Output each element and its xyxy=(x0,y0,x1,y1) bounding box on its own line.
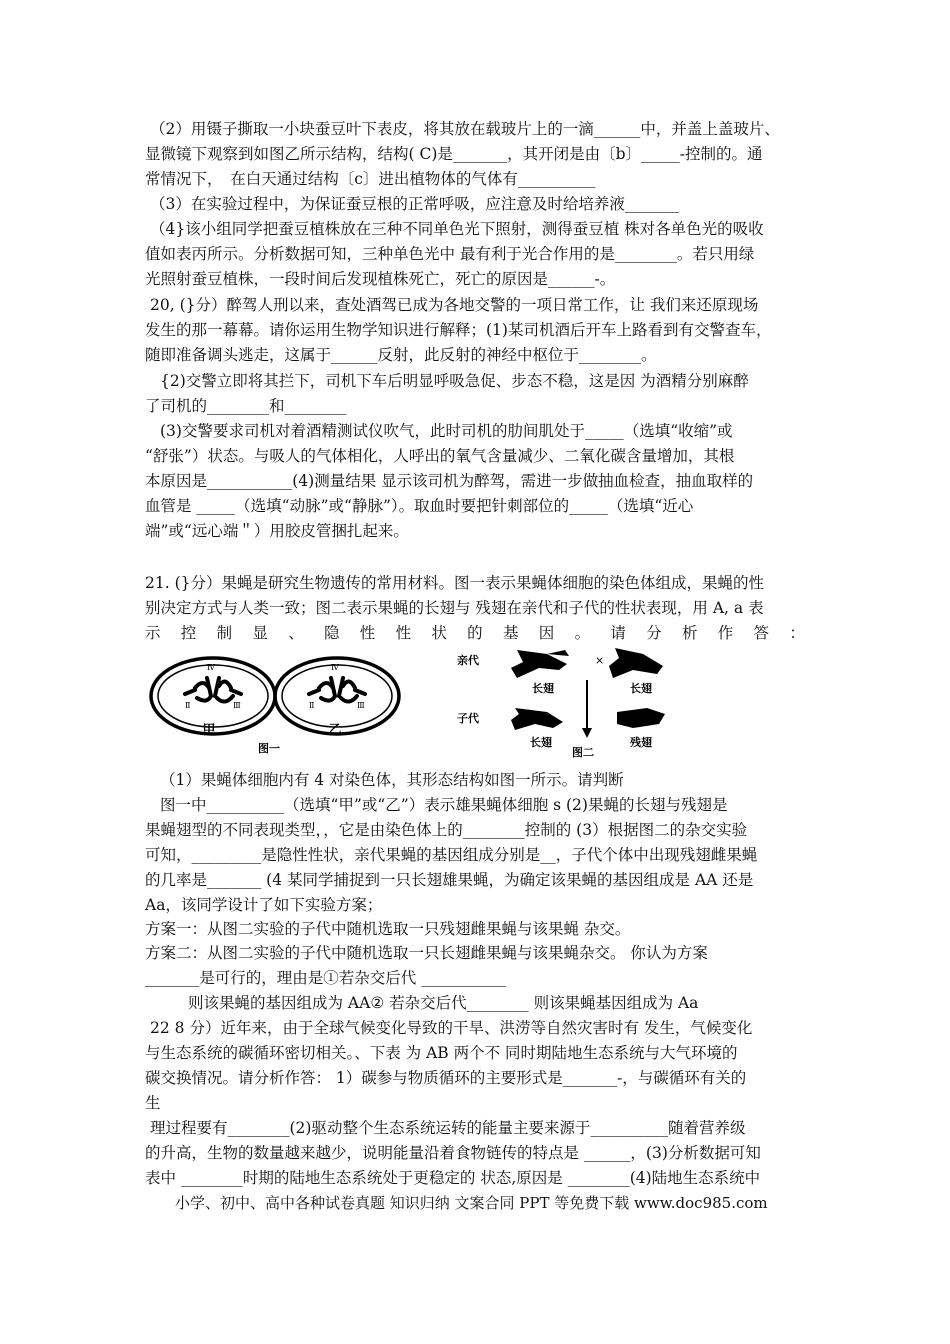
text-line: 果蝇翅型的不同表现类型，，它是由染色体上的________控制的 (3）根据图二的杂交实验 xyxy=(145,821,748,839)
justified-char: 状 xyxy=(431,624,447,642)
text-line: 随即准备调头逃走，这属于______反射，此反射的神经中枢位于________。 xyxy=(145,346,657,364)
fly-icon xyxy=(617,708,665,728)
page-footer: 小学、初中、高中各种试卷真题 知识归纳 文案合同 PPT 等免费下载 www.doc985.com xyxy=(175,1194,768,1212)
justified-char: 显 xyxy=(252,624,268,642)
roman-label-top: Ⅳ xyxy=(331,663,339,672)
text-line: 的升高，生物的数量越来越少，说明能量沿着食物链传的特点是 ______，(3)分析数据可知 xyxy=(145,1144,761,1162)
text-line: 理过程要有________(2)驱动整个生态系统运转的能量主要来源于__________随着营养级 xyxy=(150,1119,746,1137)
text-line: (3)交警要求司机对着酒精测试仪吹气，此时司机的肋间肌处于_____（选填“收缩”或 xyxy=(160,422,733,440)
roman-label-right: Ⅲ xyxy=(357,701,365,710)
parent-generation-label: 亲代 xyxy=(457,654,479,667)
text-line: “舒张”）状态。与吸人的气体相化，人呼出的氧气含量减少、二氧化碳含量增加，其根 xyxy=(145,447,735,465)
text-line: Aa，该同学设计了如下实验方案； xyxy=(145,896,383,914)
cell-yi-label: 乙 xyxy=(328,723,342,738)
offspring-right-label: 残翅 xyxy=(630,736,652,749)
figure-one-caption: 图一 xyxy=(258,742,280,755)
text-line: _______是可行的，理由是①若杂交后代 ___________ xyxy=(145,969,507,987)
text-line: 方案二：从图二实验的子代中随机选取一只长翅雌果蝇与该果蝇杂交。 你认为方案 xyxy=(145,944,708,962)
fly-icon xyxy=(511,650,569,678)
figure-two-caption: 图二 xyxy=(572,746,594,758)
justified-char: 请 xyxy=(610,624,626,642)
offspring-left-label: 长翅 xyxy=(530,736,552,749)
cell-yi xyxy=(275,658,399,738)
text-line: （3）在实验过程中，为保证蚕豆根的正常呼吸，应注意及时给培养液_______ xyxy=(150,195,680,213)
parent-right-label: 长翅 xyxy=(630,682,652,695)
text-line: 20, (}分）醉驾人刑以来，查处酒驾已成为各地交警的一项日常工作，让 我们来还原现场 xyxy=(150,296,759,314)
justified-char: 基 xyxy=(502,624,519,642)
justified-text-line xyxy=(145,622,805,644)
arrow-head xyxy=(582,728,592,738)
text-line: 显微镜下观察到如图乙所示结构，结构( C)是_______，其开闭是由〔b〕_____-控制的。通 xyxy=(145,145,763,163)
text-line: 则该果蝇的基因组成为 AA② 若杂交后代________ 则该果蝇基因组成为 Aa xyxy=(188,994,699,1012)
text-line: 22 8 分）近年来，由于全球气候变化导致的干旱、洪涝等自然灾害时有 发生，气候变化 xyxy=(150,1019,753,1037)
cell-jia-label: 甲 xyxy=(202,723,216,738)
text-line: 常情况下， 在白天通过结构〔c〕进出植物体的气体有__________ xyxy=(145,170,596,188)
cross-symbol: × xyxy=(595,654,605,667)
text-line: （1）果蝇体细胞内有 4 对染色体，其形态结构如图一所示。请判断 xyxy=(160,771,624,789)
text-line: 与生态系统的碳循环密切相关。、下表 为 AB 两个不 同时期陆地生态系统与大气环境的 xyxy=(145,1044,738,1062)
justified-char: 作 xyxy=(717,624,734,642)
roman-label-right: Ⅲ xyxy=(233,701,241,710)
roman-label-left: Ⅱ xyxy=(309,701,315,710)
parent-left-label: 长翅 xyxy=(532,682,554,695)
text-line: {2)交警立即将其拦下，司机下车后明显呼吸急促、步态不稳，这是因 为酒精分别麻醉 xyxy=(160,372,749,390)
text-line: （2）用镊子撕取一小块蚕豆叶下表皮，将其放在载玻片上的一滴______中，并盖上盖玻片、 xyxy=(150,120,780,138)
text-line: 生 xyxy=(145,1094,161,1112)
justified-char: 因 xyxy=(538,624,555,642)
fly-icon xyxy=(609,648,663,678)
roman-label-left: Ⅱ xyxy=(185,701,191,710)
justified-char: 答 xyxy=(753,624,770,642)
text-line: 光照射蚕豆植株，一段时间后发现植株死亡，死亡的原因是______-。 xyxy=(145,270,616,288)
text-line: 本原因是___________(4)测量结果 显示该司机为醉驾，需进一步做抽血检查，抽血取样的 xyxy=(145,472,754,490)
justified-char: 分 xyxy=(646,624,662,642)
justified-char: 制 xyxy=(216,624,233,642)
justified-char: 示 xyxy=(145,624,161,642)
text-line: 可知，_________是隐性性状，亲代果蝇的基因组成分别是__，子代个体中出现残翅雌果蝇 xyxy=(145,846,758,864)
offspring-generation-label: 子代 xyxy=(457,712,479,725)
figure-two-fly-cross xyxy=(455,642,685,758)
text-line: 21. (}分）果蝇是研究生物遗传的常用材料。图一表示果蝇体细胞的染色体组成，果蝇的性 xyxy=(145,574,764,592)
text-line: 图一中__________（选填“甲”或“乙”）表示雄果蝇体细胞 s (2)果蝇的长翅与残翅是 xyxy=(160,796,728,814)
text-line: 了司机的________和________ xyxy=(145,397,347,415)
justified-char: 的 xyxy=(467,624,483,642)
justified-char: 析 xyxy=(681,624,698,642)
cell-jia xyxy=(151,658,275,738)
justified-char: 隐 xyxy=(323,624,340,642)
text-line: 值如表丙所示。分析数据可知，三种单色光中 最有利于光合作用的是________。若只用绿 xyxy=(145,245,755,263)
justified-char: ： xyxy=(789,624,805,642)
text-line: 发生的那一幕幕。请你运用生物学知识进行解释；(1)某司机酒后开车上路看到有交警查车， xyxy=(145,321,772,339)
justified-char: 性 xyxy=(359,624,376,642)
fly-icon xyxy=(511,708,563,730)
text-line: 表中 ________时期的陆地生态系统处于更稳定的 状态,原因是 ________(4)陆地生态系统中 xyxy=(145,1169,761,1187)
justified-char: 。 xyxy=(574,624,591,642)
figure-one-chromosomes xyxy=(145,648,445,758)
text-line: 碳交换情况。请分析作答： 1）碳参与物质循环的主要形式是_______-，与碳循环有关的 xyxy=(145,1069,747,1087)
roman-label-top: Ⅳ xyxy=(207,663,215,672)
text-line: 方案一：从图二实验的子代中随机选取一只残翅雌果蝇与该果蝇 杂交。 xyxy=(145,920,631,938)
text-line: 别决定方式与人类一致；图二表示果蝇的长翅与 残翅在亲代和子代的性状表现，用 A, a 表 xyxy=(145,599,764,617)
justified-char: 性 xyxy=(395,624,412,642)
text-line: （4}该小组同学把蚕豆植株放在三种不同单色光下照射，测得蚕豆植 株对各单色光的吸收 xyxy=(150,220,764,238)
justified-char: 控 xyxy=(180,624,197,642)
justified-char: 、 xyxy=(288,624,304,642)
text-line: 的几率是_______ (4 某同学捕捉到一只长翅雄果蝇，为确定该果蝇的基因组成是 AA 还是 xyxy=(145,871,754,889)
text-line: 血管是 _____（选填“动脉”或“静脉”）。取血时要把针刺部位的_____（选填“近心 xyxy=(145,497,694,515)
text-line: 端”或“远心端＂）用胶皮管捆扎起来。 xyxy=(145,522,409,540)
